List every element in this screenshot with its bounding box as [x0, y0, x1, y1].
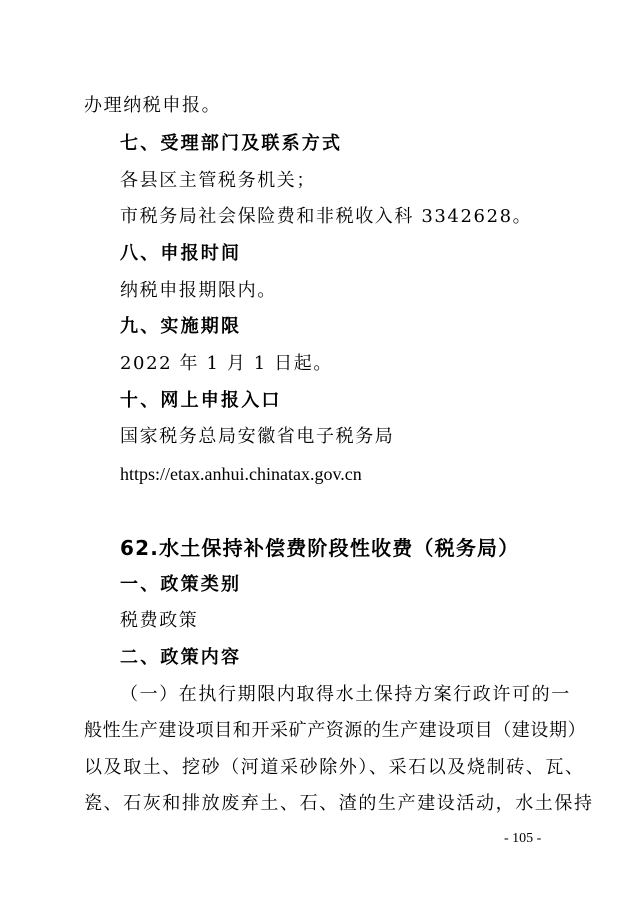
section-heading: 二、政策内容	[120, 647, 242, 668]
page-number: - 105 -	[504, 831, 542, 846]
body-text-line: 瓷、石灰和排放废弃土、石、渣的生产建设活动，水土保持	[84, 793, 594, 814]
body-text-line: 各县区主管税务机关；	[120, 170, 316, 191]
body-text-line: 2022 年 1 月 1 日起。	[120, 353, 333, 374]
policy-title: 62.水土保持补偿费阶段性收费（税务局）	[120, 536, 520, 560]
section-heading: 七、受理部门及联系方式	[120, 133, 343, 154]
body-text-line: 以及取土、挖砂（河道采砂除外）、采石以及烧制砖、瓦、	[84, 757, 585, 778]
section-heading: 十、网上申报入口	[120, 390, 282, 411]
body-text-line: 般性生产建设项目和开采矿产资源的生产建设项目（建设期）	[84, 720, 587, 741]
section-heading: 九、实施期限	[120, 316, 242, 337]
portal-url: https://etax.anhui.chinatax.gov.cn	[120, 464, 362, 484]
body-text-line: 税费政策	[120, 610, 199, 631]
section-heading: 八、申报时间	[120, 243, 242, 264]
body-text-line: 纳税申报期限内。	[120, 280, 277, 301]
contact-line: 市税务局社会保险费和非税收入科 3342628。	[120, 206, 533, 227]
body-text-line: （一）在执行期限内取得水土保持方案行政许可的一	[120, 684, 571, 705]
body-text-line: 国家税务总局安徽省电子税务局	[120, 426, 395, 447]
section-heading: 一、政策类别	[120, 574, 242, 595]
body-text-line: 办理纳税申报。	[84, 95, 222, 116]
